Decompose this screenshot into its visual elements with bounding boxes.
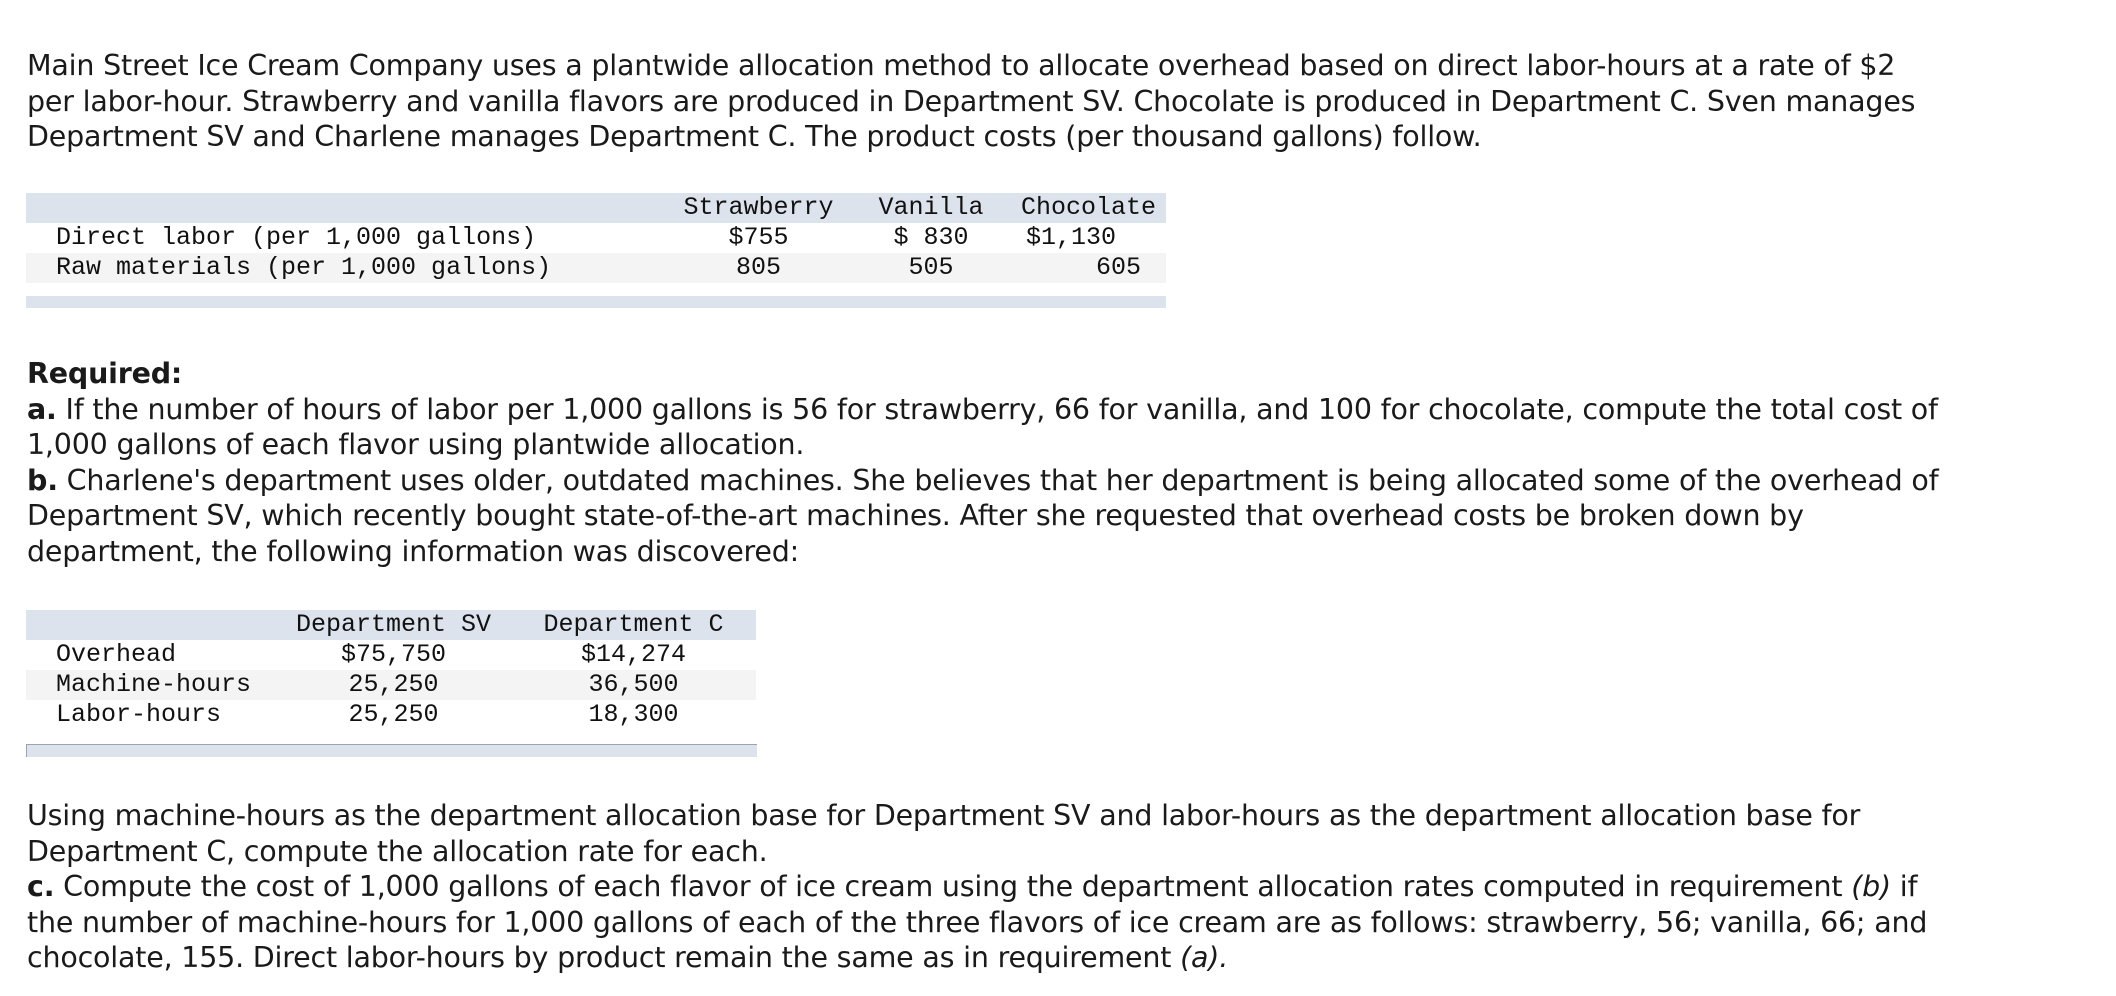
value-cell: $ 830 (893, 223, 969, 252)
column-header-department-sv: Department SV (295, 610, 492, 639)
column-header-department-c: Department C (543, 610, 724, 639)
intro-line: Main Street Ice Cream Company uses a plantwide allocation method to allocate overhead based on direct labor-hours at a rate of $2 (27, 49, 1896, 82)
table-row (26, 253, 1166, 283)
requirement-c-line: chocolate, 155. Direct labor-hours by product remain the same as in requirement (a). (27, 941, 1229, 974)
requirement-b-line: Department SV, which recently bought state-of-the-art machines. After she requested that overhead costs be broken down by (27, 499, 1804, 532)
table-row (26, 700, 756, 730)
requirement-a-line: 1,000 gallons of each flavor using plantwide allocation. (27, 428, 805, 461)
product-cost-table (26, 193, 1166, 311)
requirement-c: c. Compute the cost of 1,000 gallons of each flavor of ice cream using the department allocation rates computed in requirement (b) if (27, 870, 1918, 903)
closing-line: Department C, compute the allocation rate for each. (27, 834, 768, 868)
row-label: Raw materials (per 1,000 gallons) (56, 253, 552, 282)
requirement-a: a. If the number of hours of labor per 1,000 gallons is 56 for strawberry, 66 for vanilla, and 100 for chocolate, compute the total cost of (27, 392, 1938, 426)
table-header-row (26, 193, 1166, 223)
value-cell: 805 (735, 253, 781, 282)
value-cell: 25,250 (348, 700, 439, 729)
department-overhead-table (26, 610, 756, 760)
intro-line: per labor-hour. Strawberry and vanilla flavors are produced in Department SV. Chocolate is produced in Department C. Sven manages (27, 84, 1916, 118)
requirement-c-line: the number of machine-hours for 1,000 gallons of each of the three flavors of ice cream are as follows: strawberry, 56; vanilla, 66; and (27, 905, 1928, 939)
table-row (26, 223, 1166, 253)
row-label: Machine-hours (56, 670, 252, 699)
value-cell: 36,500 (588, 670, 679, 699)
table-footer-bar (26, 296, 1166, 308)
table-footer-bar (26, 744, 757, 757)
row-label: Overhead (56, 640, 177, 669)
value-cell: $75,750 (340, 640, 447, 669)
value-cell: 605 (1095, 253, 1141, 282)
requirement-b-line: department, the following information was discovered: (27, 534, 800, 568)
closing-section (27, 798, 1947, 976)
requirement-b: b. Charlene's department uses older, outdated machines. She believes that her department is being allocated some of the overhead of (27, 463, 1939, 497)
column-header-chocolate: Chocolate (1020, 193, 1157, 222)
row-label: Labor-hours (56, 700, 222, 729)
table-row (26, 670, 756, 700)
table-header-row (26, 610, 756, 640)
intro-paragraph (27, 48, 1947, 155)
value-cell: $755 (728, 223, 789, 252)
intro-line: Department SV and Charlene manages Department C. The product costs (per thousand gallons) follow. (27, 120, 1482, 153)
value-cell: $1,130 (1026, 223, 1117, 252)
value-cell: 505 (908, 253, 954, 282)
table-row (26, 640, 756, 670)
value-cell: $14,274 (580, 640, 687, 669)
value-cell: 18,300 (588, 700, 679, 729)
column-header-strawberry: Strawberry (683, 193, 834, 222)
closing-line: Using machine-hours as the department allocation base for Department SV and labor-hours as the department allocation base for (27, 799, 1861, 832)
value-cell: 25,250 (348, 670, 439, 699)
column-header-vanilla: Vanilla (878, 193, 984, 222)
required-heading: Required: (27, 357, 183, 390)
row-label: Direct labor (per 1,000 gallons) (56, 223, 537, 252)
required-section (27, 356, 1947, 569)
